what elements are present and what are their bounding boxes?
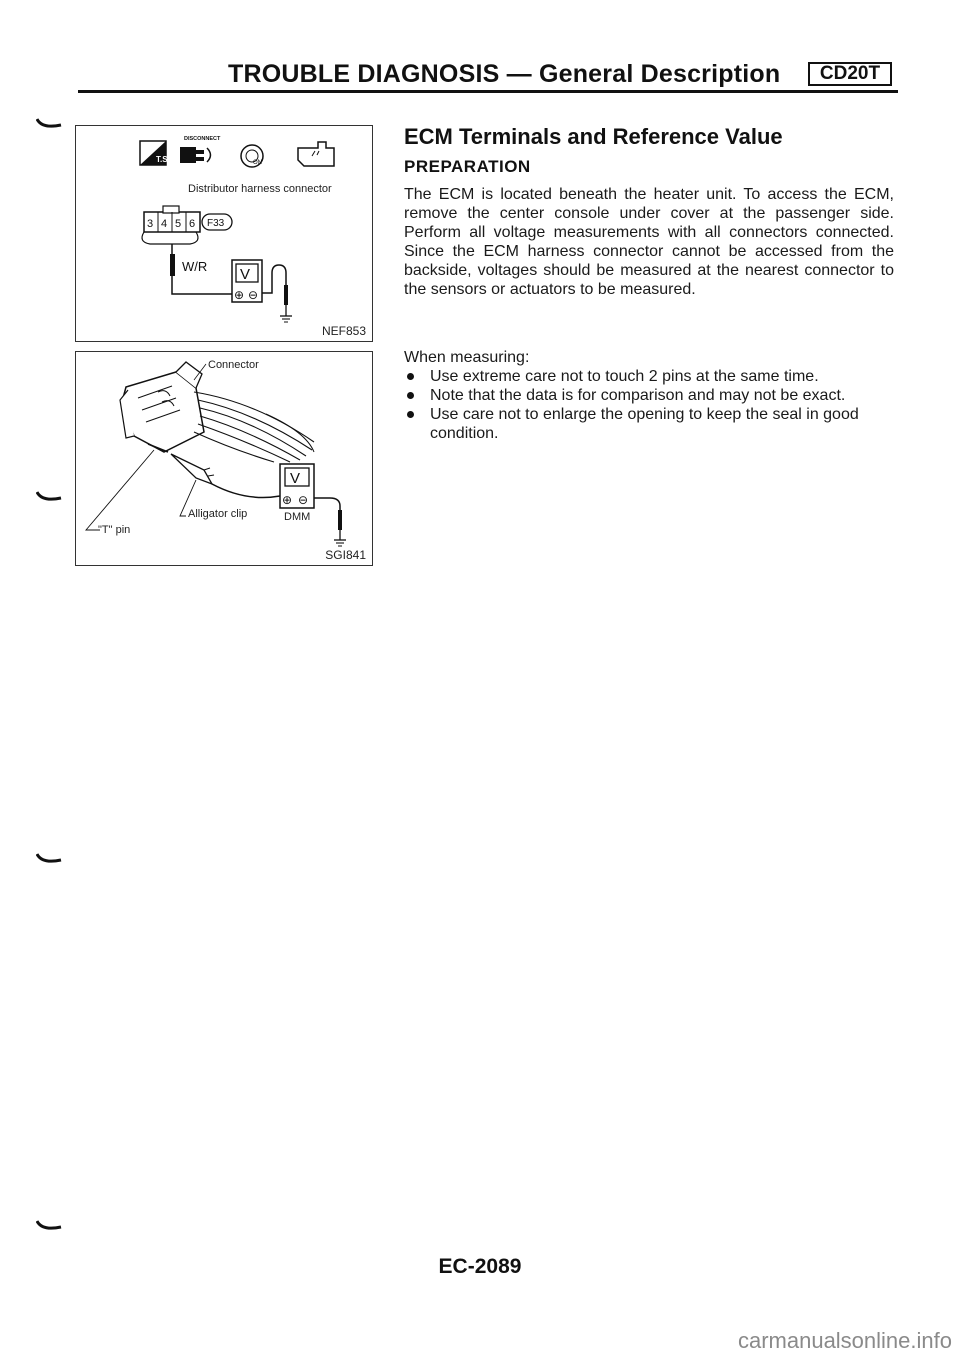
svg-text:T.S.: T.S. [156,155,170,164]
page-number: EC-2089 [438,1255,522,1278]
model-badge: CD20T [808,62,892,86]
connector-id-label: F33 [207,218,225,229]
when-measuring-label: When measuring: [404,349,530,366]
ground-icon [280,316,292,322]
bullet-icon [407,373,414,380]
probe-tip [170,254,175,276]
list-item: Use extreme care not to touch 2 pins at the same time. [404,367,896,386]
svg-text:⊕: ⊕ [234,288,245,302]
svg-text:⊖: ⊖ [248,288,259,302]
svg-text:3: 3 [147,218,154,230]
margin-check-mark [36,490,62,504]
ground-icon [334,540,346,546]
measurement-bullet-list [404,367,896,443]
watermark: carmanualsonline.info [737,1328,952,1353]
wire-harness [194,392,314,462]
connector-label: Distributor harness connector [188,183,332,195]
header-rule [78,90,898,93]
svg-text:⊖: ⊖ [298,493,309,507]
ground-lead [262,265,286,293]
margin-check-mark [36,852,62,866]
wire-color-label: W/R [182,259,208,274]
alligator-clip-label: Alligator clip [188,508,248,520]
distributor-harness-diagram [76,126,374,343]
margin-check-mark [36,117,62,131]
bullet-icon [407,392,414,399]
margin-check-mark [36,1219,62,1233]
disconnect-connector-icon [180,136,221,163]
figure-code: NEF853 [321,324,366,338]
harness-connector [142,206,200,244]
svg-text:6: 6 [189,218,196,230]
svg-text:⊕: ⊕ [282,493,293,507]
figure-t-pin-measurement [75,351,373,566]
svg-text:ON: ON [253,160,262,166]
page-header-title: TROUBLE DIAGNOSIS — General Description [228,60,781,88]
dmm-meter [280,464,314,508]
connector-illustration [120,362,204,452]
t-pin-diagram [76,352,374,567]
ignition-on-icon [241,145,263,167]
list-item: Note that the data is for comparison and may not be exact. [404,386,896,405]
connector-label: Connector [208,359,259,371]
svg-text:5: 5 [175,218,182,230]
ts-icon [140,141,170,165]
svg-text:4: 4 [161,218,168,230]
voltmeter [232,260,262,302]
subsection-title: PREPARATION [404,157,531,176]
preparation-paragraph: The ECM is located beneath the heater unit. To access the ECM, remove the center console under cover at the passenger side. Perform all voltage measurements with all connectors connected. Since the ECM harness connector cannot be accessed from the backside, voltages should be measured at the nearest connector to the sensors or actuators to be measured. [404,186,894,298]
svg-text:V: V [290,470,301,487]
svg-text:DISCONNECT: DISCONNECT [184,136,221,142]
section-title: ECM Terminals and Reference Value [404,124,783,149]
figure-code: SGI841 [325,548,366,562]
engine-icon [298,142,334,166]
bullet-icon [407,411,414,418]
t-pin-label: "T" pin [98,524,131,536]
ground-lead [314,498,340,510]
svg-text:V: V [240,266,251,283]
dmm-label: DMM [284,511,311,523]
list-item: Use care not to enlarge the opening to keep the seal in good condition. [404,405,896,443]
figure-distributor-harness [75,125,373,342]
